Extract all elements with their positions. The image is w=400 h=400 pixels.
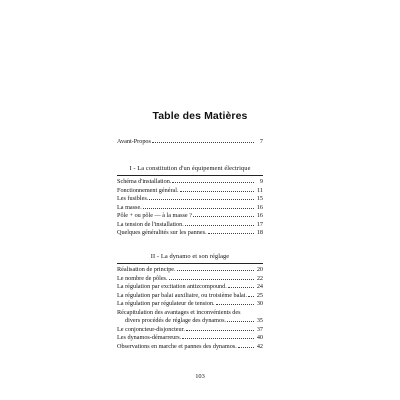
toc-entry-label: Avant-Propos [117, 138, 151, 145]
toc-entry [117, 178, 263, 187]
leader-dots [227, 317, 254, 322]
toc-entry-page: 22 [256, 274, 263, 282]
toc-entry [117, 229, 263, 238]
section-entries [117, 266, 263, 351]
toc-entry-label: Pôle + ou pôle — à la masse ? [117, 212, 192, 219]
toc-entry [117, 292, 263, 301]
page-number: 103 [195, 373, 205, 380]
toc-entry-label: Schéma d'installation. [117, 178, 172, 185]
toc-entry [117, 187, 263, 196]
toc-entry [117, 334, 263, 343]
toc-entry-label: La régulation par excitation antizcompound. [117, 283, 227, 290]
section-heading-text: II - La dynamo et son réglage [150, 253, 230, 260]
leader-dots [208, 229, 254, 234]
leader-dots [182, 334, 254, 339]
leader-dots [216, 300, 254, 305]
toc-entry-label: Les dynamos-démarreurs. [117, 334, 182, 341]
toc-entry-page: 40 [256, 334, 263, 341]
leader-dots [193, 212, 254, 217]
toc-entry-label: Observations en marche et pannes des dynamos. [117, 342, 237, 350]
toc-entry [117, 266, 263, 275]
toc-entry-label: Récapitulation des avantages et inconvénients des [117, 308, 241, 316]
toc-entry-label: La régulation par régulateur de tension. [117, 300, 215, 307]
leader-dots [238, 343, 254, 348]
toc-entry-page: 37 [256, 325, 263, 333]
toc-entry-page: 15 [256, 195, 263, 202]
section-divider [117, 175, 263, 176]
leader-dots [186, 326, 254, 331]
intro-block [117, 138, 263, 147]
leader-dots [172, 178, 254, 183]
leader-dots [169, 275, 254, 280]
toc-entry-label: La régulation par balai auxiliaire, ou troisième balai. [117, 291, 248, 299]
toc-entry [117, 275, 263, 284]
toc-entry-label: Réalisation de principe. [117, 266, 176, 273]
toc-entry [117, 212, 263, 221]
toc-entry [117, 283, 263, 292]
leader-dots [180, 187, 254, 192]
toc-entry-label: Le conjoncteur-disjoncteur. [117, 325, 185, 333]
toc-entry-page: 18 [256, 229, 263, 236]
toc-entry-page: 9 [259, 178, 263, 185]
toc-entry [117, 326, 263, 335]
leader-dots [228, 283, 254, 288]
leader-dots [149, 195, 254, 200]
section-heading [117, 165, 263, 172]
toc-entry-label: divers procédés de réglage des dynamos. [125, 317, 227, 324]
toc-entry-page: 30 [256, 300, 263, 307]
toc-entry-page: 42 [256, 342, 263, 350]
toc-entry-label: La tension de l'installation. [117, 220, 184, 228]
toc-entry [117, 221, 263, 230]
toc-entry-label: Le nombre de pôles. [117, 274, 168, 282]
leader-dots [185, 221, 254, 226]
toc-entry [117, 317, 263, 326]
leader-dots [143, 204, 254, 209]
leader-dots [177, 266, 254, 271]
section-divider [117, 263, 263, 264]
toc-entry-page: 35 [256, 317, 263, 324]
section-heading-text: I - La constitution d'un équipement électrique [129, 165, 251, 172]
section-heading [117, 253, 263, 260]
toc-entry-page: 7 [259, 138, 263, 145]
toc-entry-page: 16 [256, 212, 263, 219]
toc-entry-page: 25 [256, 291, 263, 299]
leader-dots [248, 292, 254, 297]
toc-entry [117, 138, 263, 147]
toc-entry-label: La masse. [117, 203, 142, 211]
toc-entry [117, 343, 263, 352]
section-entries [117, 178, 263, 238]
page-title: Table des Matières [152, 110, 248, 122]
toc-entry-label: Les fusibles. [117, 195, 149, 202]
toc-entry-label: Quelques généralités sur les pannes. [117, 229, 207, 236]
toc-entry [117, 204, 263, 213]
toc-entry-label: Fonctionnement général. [117, 186, 179, 194]
toc-entry [117, 309, 263, 318]
toc-entry-page: 24 [256, 283, 263, 290]
toc-entry-page: 16 [256, 203, 263, 211]
toc-entry [117, 195, 263, 204]
toc-entry-page: 17 [256, 220, 263, 228]
toc-entry-page: 11 [257, 186, 263, 194]
leader-dots [152, 138, 254, 143]
toc-entry [117, 300, 263, 309]
toc-entry-page: 20 [256, 266, 263, 273]
